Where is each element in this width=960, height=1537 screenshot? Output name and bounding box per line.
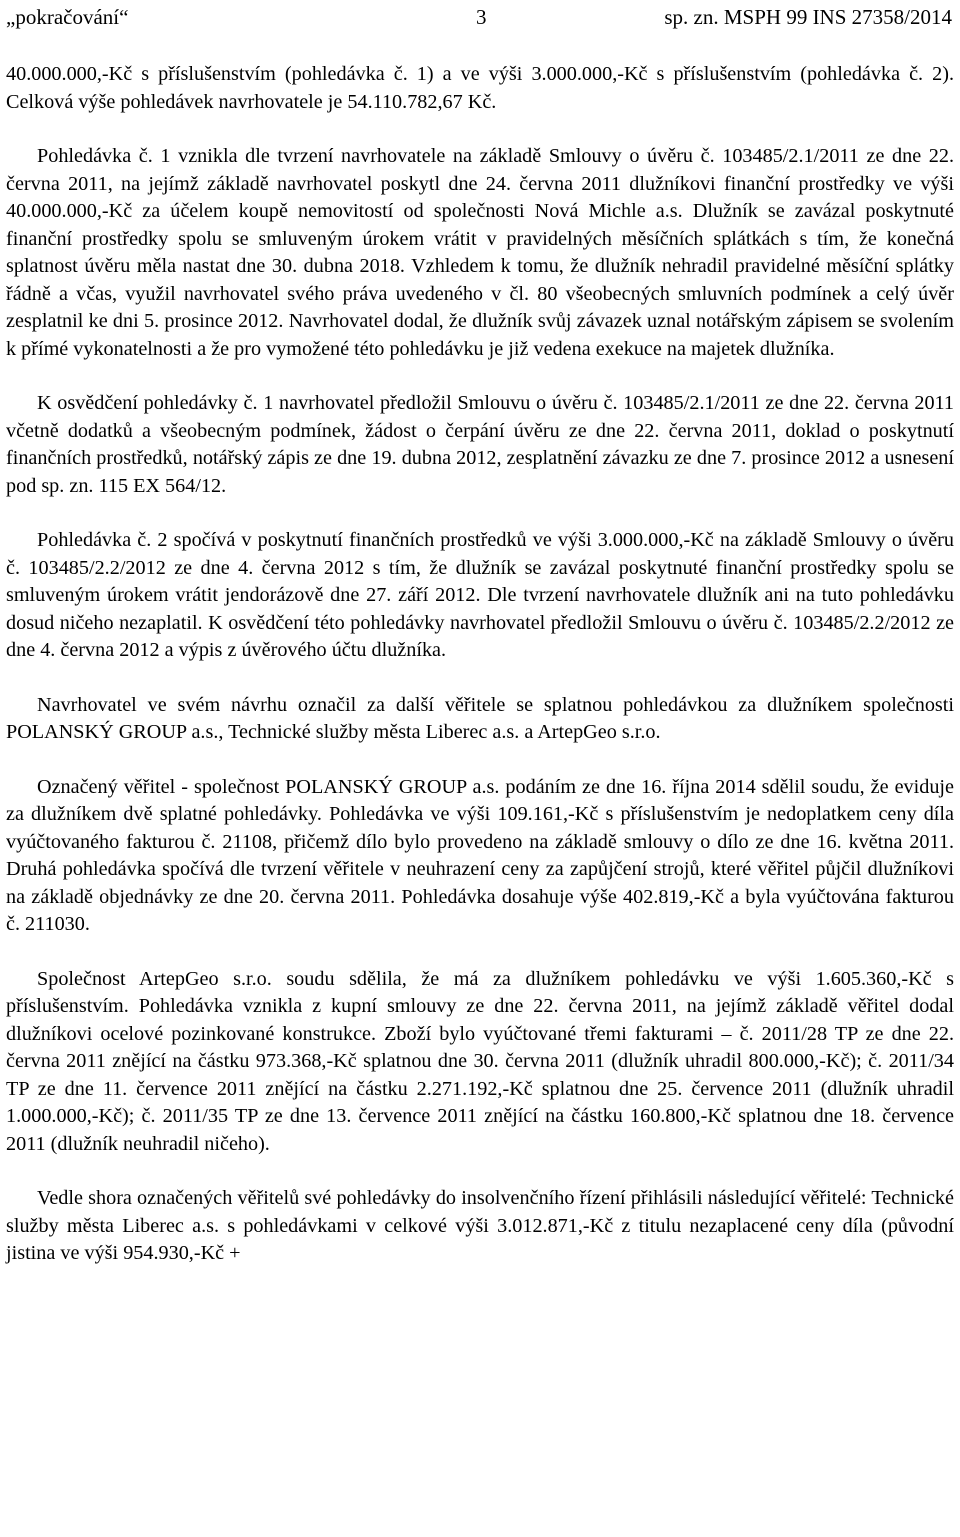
paragraph-continuation: 40.000.000,-Kč s příslušenstvím (pohledávka č. 1) a ve výši 3.000.000,-Kč s příslušenstvím (pohledávka č. 2). Celková výše pohledávek navrhovatele je 54.110.782,67 Kč. [6, 63, 954, 113]
continuation-label: „pokračování“ [6, 5, 129, 29]
paragraph-registered-creditors: Vedle shora označených věřitelů své pohledávky do insolvenčního řízení přihlásili následující věřitelé: Technické služby města Liberec a.s. s pohledávkami v celkové výši 3.012.871,-Kč z titulu nezaplacené ceny díla (původní jistina ve výši 954.930,-Kč + [6, 1187, 954, 1264]
paragraph-polansky-group: Označený věřitel - společnost POLANSKÝ GROUP a.s. podáním ze dne 16. října 2014 sdělil soudu, že eviduje za dlužníkem dvě splatné pohledávky. Pohledávka ve výši 109.161,-Kč s příslušenstvím je nedoplatkem ceny díla vyúčtovaného fakturou č. 21108, přičemž dílo bylo provedeno na základě smlouvy o dílo ze dne 16. května 2011. Druhá pohledávka spočívá dle tvrzení věřitele v neuhrazení ceny za zapůjčení strojů, které věřitel půjčil dlužníkovi na základě objednávky ze dne 20. června 2011. Pohledávka dosahuje výše 402.819,-Kč a byla vyúčtována fakturou č. 211030. [6, 775, 954, 935]
document-body [6, 61, 954, 1295]
paragraph-claim-2: Pohledávka č. 2 spočívá v poskytnutí finančních prostředků ve výši 3.000.000,-Kč na základě Smlouvy o úvěru č. 103485/2.2/2012 ze dne 4. června 2012 s tím, že dlužník se zavázal poskytnuté finanční prostředky spolu se smluveným úrokem vrátit jendorázově dne 27. září 2012. Dle tvrzení navrhovatele dlužník ani na tuto pohledávku dosud ničeho nezaplatil. K osvědčení této pohledávky navrhovatel předložil Smlouvu o úvěru č. 103485/2.2/2012 ze dne 4. června 2012 a výpis z úvěrového účtu dlužníka. [6, 529, 954, 661]
case-reference: sp. zn. MSPH 99 INS 27358/2014 [664, 5, 952, 29]
paragraph-claim-1-evidence: K osvědčení pohledávky č. 1 navrhovatel předložil Smlouvu o úvěru č. 103485/2.1/2011 ze dne 22. června 2011 včetně dodatků a všeobecným podmínek, žádost o čerpání úvěru ze dne 22. června 2011, doklad o poskytnutí finančních prostředků, notářský zápis ze dne 19. dubna 2012, zesplatnění závazku ze dne 7. prosince 2012 a usnesení pod sp. zn. 115 EX 564/12. [6, 392, 954, 497]
paragraph-artepgeo: Společnost ArtepGeo s.r.o. soudu sdělila, že má za dlužníkem pohledávku ve výši 1.605.360,-Kč s příslušenstvím. Pohledávka vznikla z kupní smlouvy ze dne 22. června 2011, na jejímž základě věřitel dodal dlužníkovi ocelové pozinkované konstrukce. Zboží bylo vyúčtované třemi fakturami – č. 2011/28 TP ze dne 22. června 2011 znějící na částku 973.368,-Kč splatnou dne 30. června 2011 (dlužník uhradil 800.000,-Kč); č. 2011/34 TP ze dne 11. července 2011 znějící na částku 2.271.192,-Kč splatnou dne 25. července 2011 (dlužník uhradil 1.000.000,-Kč); č. 2011/35 TP ze dne 13. července 2011 znějící na částku 160.800,-Kč splatnou dne 18. července 2011 (dlužník neuhradil ničeho). [6, 967, 954, 1155]
page-header [6, 2, 954, 32]
paragraph-other-creditors: Navrhovatel ve svém návrhu označil za další věřitele se splatnou pohledávkou za dlužníkem společnosti POLANSKÝ GROUP a.s., Technické služby města Liberec a.s. a ArtepGeo s.r.o. [6, 693, 954, 743]
page-number: 3 [476, 5, 487, 29]
paragraph-claim-1: Pohledávka č. 1 vznikla dle tvrzení navrhovatele na základě Smlouvy o úvěru č. 103485/2.1/2011 ze dne 22. června 2011, na jejímž základě navrhovatel poskytl dne 24. června 2011 dlužníkovi finanční prostředky ve výši 40.000.000,-Kč za účelem koupě nemovitostí od společnosti Nová Michle a.s. Dlužník se zavázal poskytnuté finanční prostředky spolu se smluveným úrokem vrátit v pravidelných měsíčních splátkách s tím, že konečná splatnost úvěru měla nastat dne 30. dubna 2018. Vzhledem k tomu, že dlužník nehradil pravidelné měsíční splátky řádně a včas, využil navrhovatel svého práva uvedeného v čl. 80 všeobecných smluvních podmínek a celý úvěr zesplatnil ke dni 5. prosince 2012. Navrhovatel dodal, že dlužník svůj závazek uznal notářským zápisem se svolením k přímé vykonatelnosti a že pro vymožené této pohledávku je již vedena exekuce na majetek dlužníka. [6, 145, 954, 360]
